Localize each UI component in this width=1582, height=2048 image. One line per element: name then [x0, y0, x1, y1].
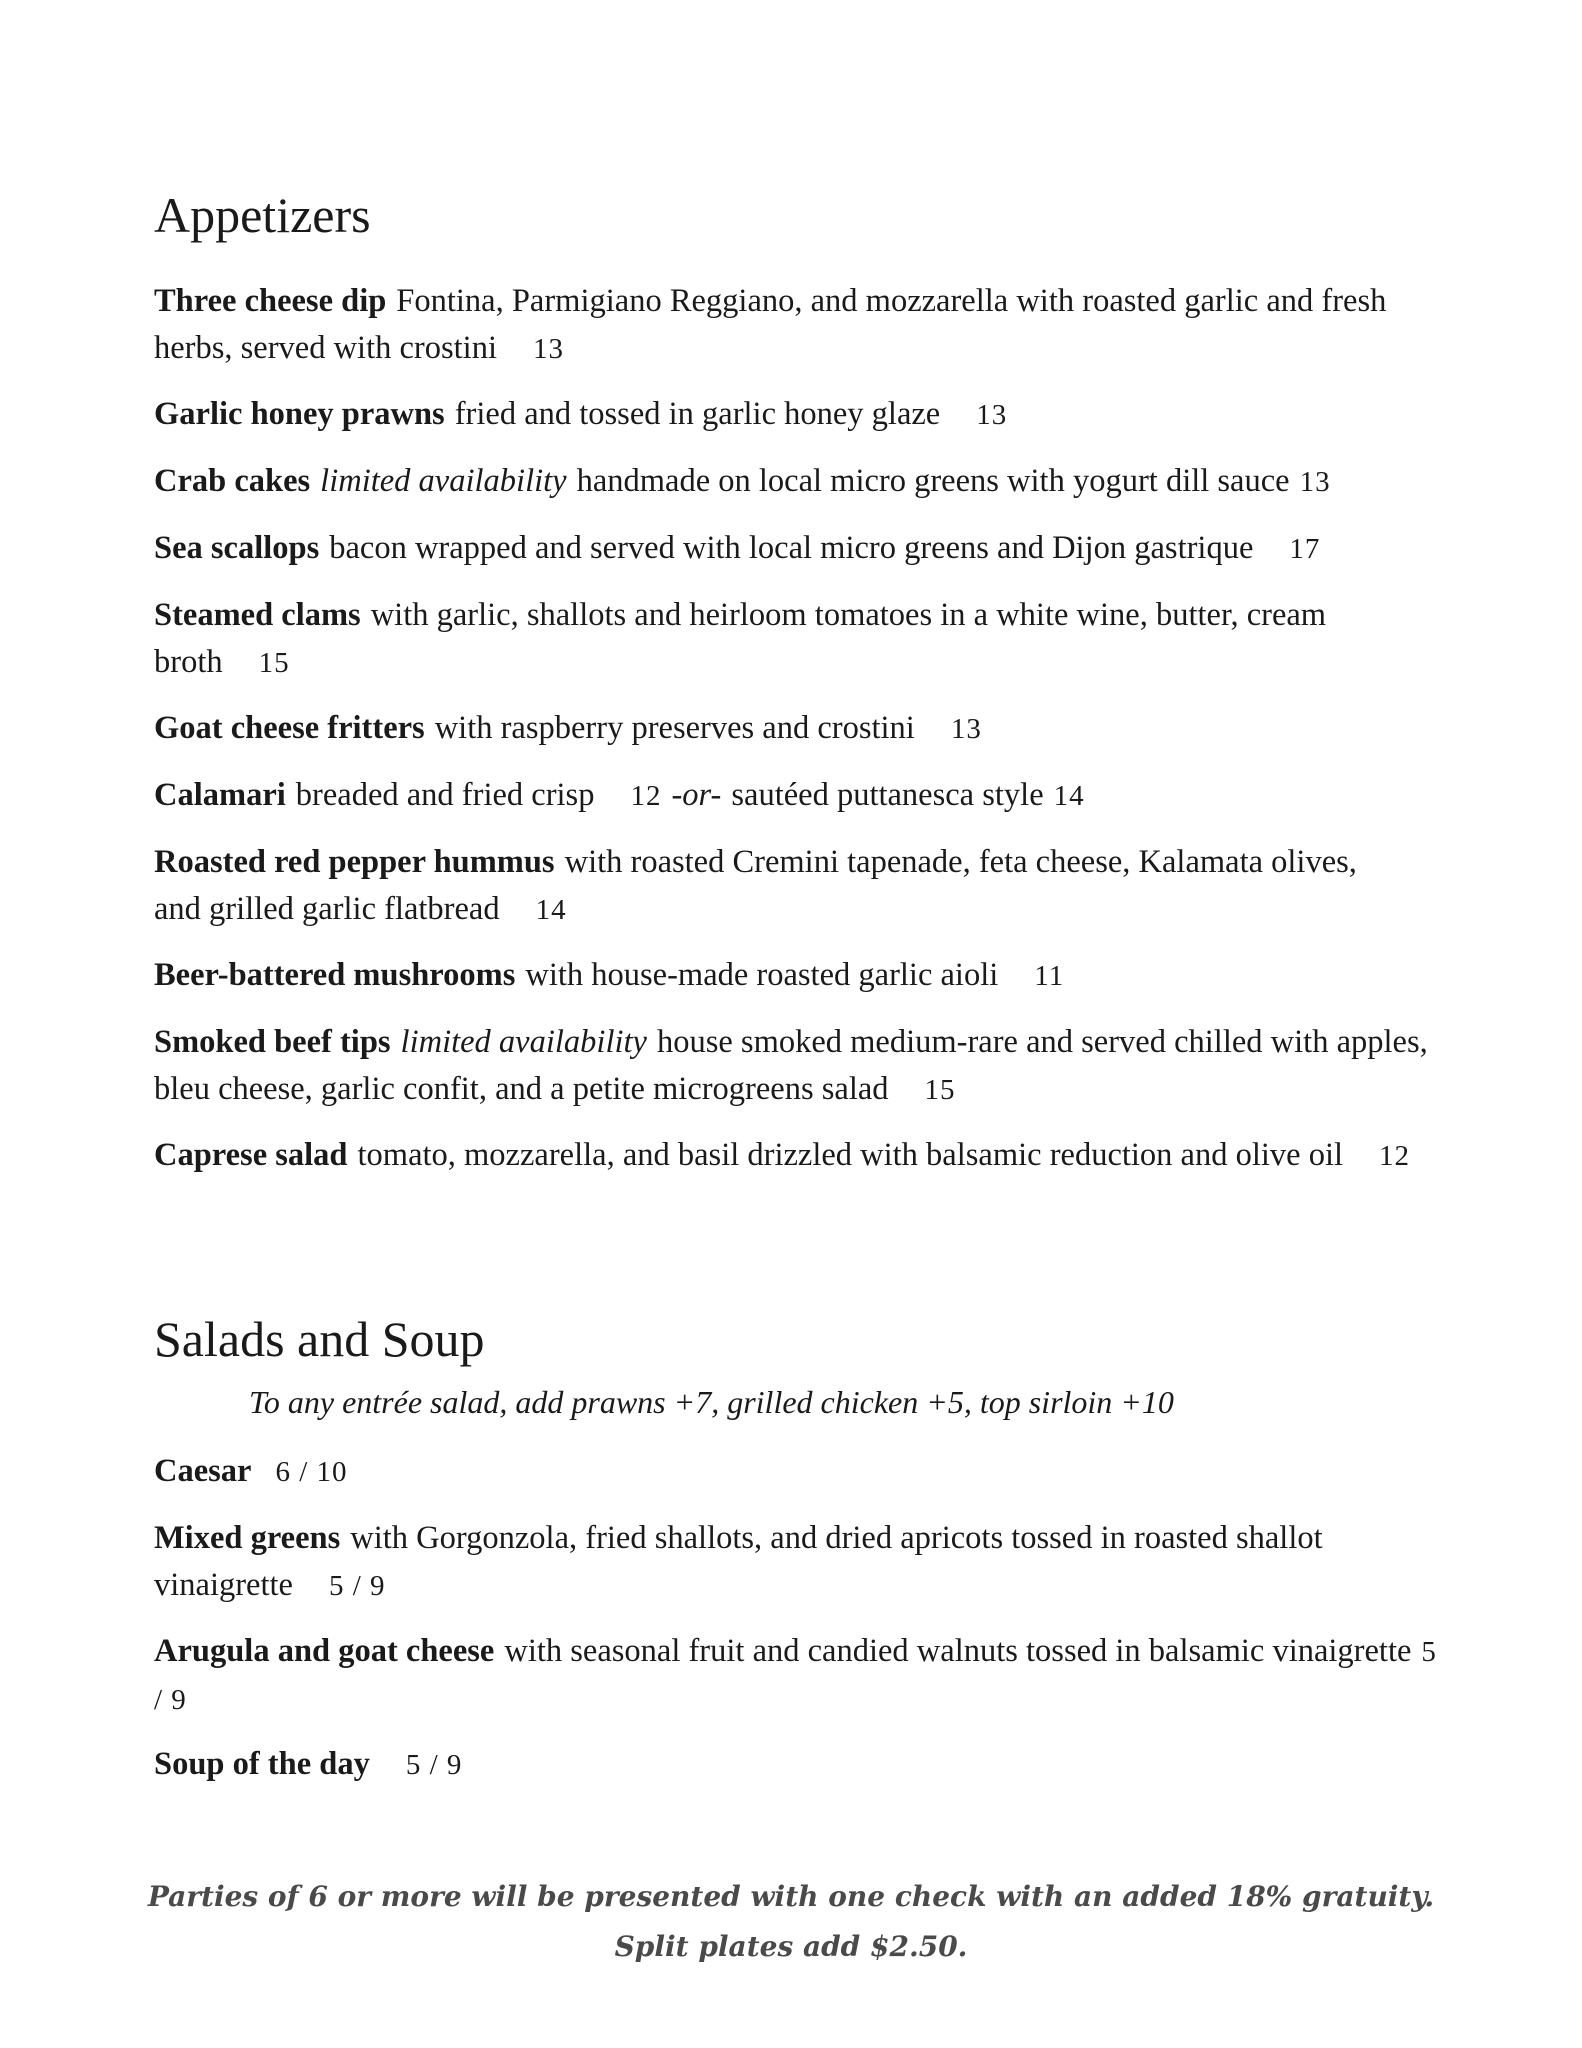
menu-item: [154, 391, 1444, 439]
item-note: limited availability: [400, 1024, 647, 1060]
menu-item: [154, 458, 1454, 506]
item-name: Caesar: [154, 1453, 252, 1489]
item-price: 5 / 9: [405, 1749, 463, 1781]
item-name: Mixed greens: [154, 1520, 341, 1556]
item-price: 15: [924, 1074, 956, 1106]
salad-addon-note: To any entrée salad, add prawns +7, grilled chicken +5, top sirloin +10: [249, 1384, 1174, 1420]
item-desc: with garlic, shallots and heirloom tomatoes in a white wine, butter, cream broth: [154, 597, 1327, 680]
item-name: Crab cakes: [154, 463, 311, 499]
menu-item: [154, 952, 1444, 1000]
item-price: 6 / 10: [275, 1456, 348, 1488]
menu-item: [154, 592, 1364, 687]
item-price: 13: [532, 333, 564, 365]
item-desc: with roasted Cremini tapenade, feta cheese, Kalamata olives, and grilled garlic flatbread: [154, 844, 1357, 927]
item-name: Roasted red pepper hummus: [154, 844, 555, 880]
item-desc: Fontina, Parmigiano Reggiano, and mozzarella with roasted garlic and fresh herbs, served with crostini: [154, 283, 1387, 366]
item-desc: breaded and fried crisp: [295, 777, 595, 813]
item-desc: house smoked medium-rare and served chilled with apples, bleu cheese, garlic confit, and a petite microgreens salad: [154, 1024, 1428, 1107]
item-price: 13: [976, 399, 1008, 431]
item-note: limited availability: [320, 463, 567, 499]
item-name: Caprese salad: [154, 1137, 348, 1173]
item-price: 15: [258, 647, 290, 679]
item-price: 13: [950, 713, 982, 745]
section-title-appetizers: Appetizers: [154, 187, 371, 243]
item-desc: with Gorgonzola, fried shallots, and dried apricots tossed in roasted shallot vinaigrette: [154, 1520, 1323, 1603]
item-name: Beer-battered mushrooms: [154, 957, 516, 993]
item-price: 17: [1289, 533, 1321, 565]
menu-item: [154, 705, 1444, 753]
menu-item: [154, 839, 1394, 934]
split-plates-note: Split plates add $2.50.: [614, 1930, 968, 1963]
item-or: -or-: [671, 777, 722, 813]
menu-item: [154, 525, 1454, 573]
menu-item: [154, 1019, 1454, 1114]
menu-item: [154, 1628, 1444, 1724]
menu-item: [154, 278, 1394, 373]
menu-item: [154, 1741, 1444, 1789]
item-desc-alt: sautéed puttanesca style: [731, 777, 1044, 813]
item-name: Sea scallops: [154, 530, 320, 566]
item-price: 13: [1299, 466, 1331, 498]
item-desc: bacon wrapped and served with local micro greens and Dijon gastrique: [329, 530, 1254, 566]
menu-item: [154, 772, 1444, 820]
item-price: 12: [630, 780, 662, 812]
section-title-salads-soup: Salads and Soup: [154, 1311, 485, 1367]
menu-item: [154, 1448, 1444, 1496]
item-desc: tomato, mozzarella, and basil drizzled with balsamic reduction and olive oil: [357, 1137, 1344, 1173]
gratuity-note: Parties of 6 or more will be presented with one check with an added 18% gratuity.: [147, 1880, 1435, 1913]
item-name: Garlic honey prawns: [154, 396, 445, 432]
item-desc: fried and tossed in garlic honey glaze: [454, 396, 941, 432]
item-price: 14: [535, 894, 567, 926]
item-name: Three cheese dip: [154, 283, 387, 319]
item-price: 5 / 9: [328, 1570, 386, 1602]
item-desc: handmade on local micro greens with yogurt dill sauce: [576, 463, 1290, 499]
item-name: Arugula and goat cheese: [154, 1633, 495, 1669]
item-price-alt: 14: [1053, 780, 1085, 812]
item-desc: with house-made roasted garlic aioli: [525, 957, 999, 993]
item-name: Goat cheese fritters: [154, 710, 425, 746]
item-desc: with raspberry preserves and crostini: [434, 710, 915, 746]
menu-footer: [0, 1872, 1582, 1972]
item-name: Calamari: [154, 777, 286, 813]
item-price: 12: [1379, 1140, 1411, 1172]
item-desc: with seasonal fruit and candied walnuts tossed in balsamic vinaigrette: [504, 1633, 1412, 1669]
item-price: 11: [1034, 960, 1065, 992]
item-name: Steamed clams: [154, 597, 361, 633]
menu-item: [154, 1515, 1394, 1610]
menu-item: [154, 1132, 1444, 1180]
item-price: 5 / 9: [154, 1636, 1437, 1716]
item-name: Smoked beef tips: [154, 1024, 391, 1060]
item-name: Soup of the day: [154, 1746, 370, 1782]
